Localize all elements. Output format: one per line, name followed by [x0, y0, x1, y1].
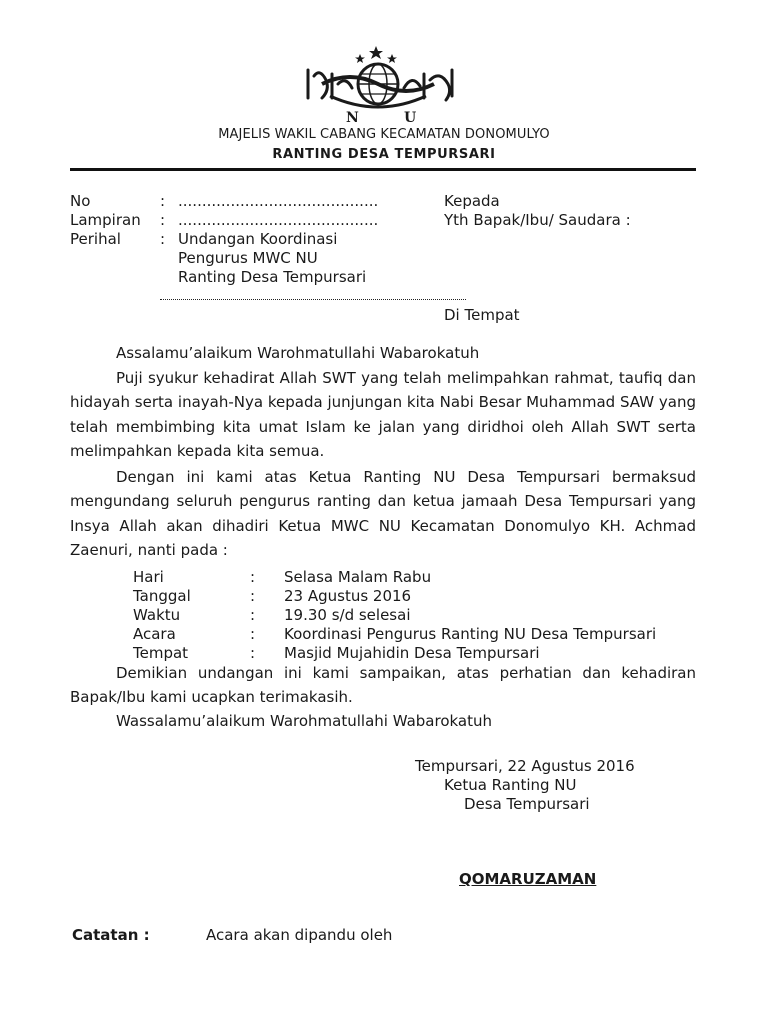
star-icon [355, 54, 365, 63]
detail-colon: : [250, 625, 256, 643]
detail-label: Acara [133, 625, 176, 643]
star-icon [387, 54, 397, 63]
signer-name: QOMARUZAMAN [459, 870, 597, 888]
detail-label: Tempat [133, 644, 189, 662]
detail-label: Tanggal [133, 587, 191, 605]
closing-greeting: Wassalamu’alaikum Warohmatullahi Wabarokatuh [116, 712, 493, 730]
header-divider [70, 168, 696, 171]
signer-village: Desa Tempursari [464, 795, 590, 813]
no-value: .......................................... [178, 192, 379, 210]
logo-letter-n: N [346, 110, 359, 126]
lampiran-label: Lampiran [70, 211, 141, 229]
perihal-line-1: Undangan Koordinasi [178, 230, 338, 248]
perihal-line-2: Pengurus MWC NU [178, 249, 318, 267]
perihal-colon: : [160, 230, 166, 248]
perihal-line-3: Ranting Desa Tempursari [178, 268, 367, 286]
detail-value: Koordinasi Pengurus Ranting NU Desa Tempursari [284, 625, 657, 643]
place-date: Tempursari, 22 Agustus 2016 [415, 757, 635, 775]
addressee-line-1: Kepada [444, 192, 500, 210]
perihal-dotted-line [160, 299, 466, 300]
detail-value: 19.30 s/d selesai [284, 606, 411, 624]
detail-colon: : [250, 587, 256, 605]
logo-letter-u: U [404, 110, 417, 126]
lampiran-value: .......................................... [178, 211, 379, 229]
signer-role: Ketua Ranting NU [444, 776, 577, 794]
lampiran-colon: : [160, 211, 166, 229]
paragraph-3 [70, 661, 696, 710]
paragraph-1-text: Puji syukur kehadirat Allah SWT yang telah melimpahkan rahmat, taufiq dan hidayah serta inayah-Nya kepada junjungan kita Nabi Besar Muhammad SAW yang telah membimbing kita umat Islam ke jalan yang diridhoi oleh Allah SWT serta melimpahkan kepada kita semua. [70, 369, 696, 461]
paragraph-2 [70, 465, 696, 563]
paragraph-3-text: Demikian undangan ini kami sampaikan, atas perhatian dan kehadiran Bapak/Ibu kami ucapkan terimakasih. [70, 664, 696, 707]
no-colon: : [160, 192, 166, 210]
detail-value: 23 Agustus 2016 [284, 587, 412, 605]
detail-colon: : [250, 568, 256, 586]
perihal-label: Perihal [70, 230, 121, 248]
detail-colon: : [250, 606, 256, 624]
paragraph-1 [70, 366, 696, 464]
detail-value: Masjid Mujahidin Desa Tempursari [284, 644, 540, 662]
branch-name: RANTING DESA TEMPURSARI [272, 147, 496, 162]
paragraph-2-text: Dengan ini kami atas Ketua Ranting NU Desa Tempursari bermaksud mengundang seluruh pengurus ranting dan ketua jamaah Desa Tempursari yang Insya Allah akan dihadiri Ketua MWC NU Kecamatan Donomulyo KH. Achmad Zaenuri, nanti pada : [70, 468, 696, 560]
no-label: No [70, 192, 91, 210]
note-text: Acara akan dipandu oleh [206, 926, 393, 944]
detail-label: Hari [133, 568, 164, 586]
addressee-line-2: Yth Bapak/Ibu/ Saudara : [444, 211, 631, 229]
greeting: Assalamu’alaikum Warohmatullahi Wabarokatuh [116, 344, 480, 362]
detail-label: Waktu [133, 606, 181, 624]
addressee-place: Di Tempat [444, 306, 520, 324]
detail-value: Selasa Malam Rabu [284, 568, 432, 586]
nu-logo-icon [300, 40, 460, 126]
note-label: Catatan : [72, 926, 150, 944]
star-icon [369, 46, 383, 59]
detail-colon: : [250, 644, 256, 662]
organization-name: MAJELIS WAKIL CABANG KECAMATAN DONOMULYO [218, 127, 550, 142]
